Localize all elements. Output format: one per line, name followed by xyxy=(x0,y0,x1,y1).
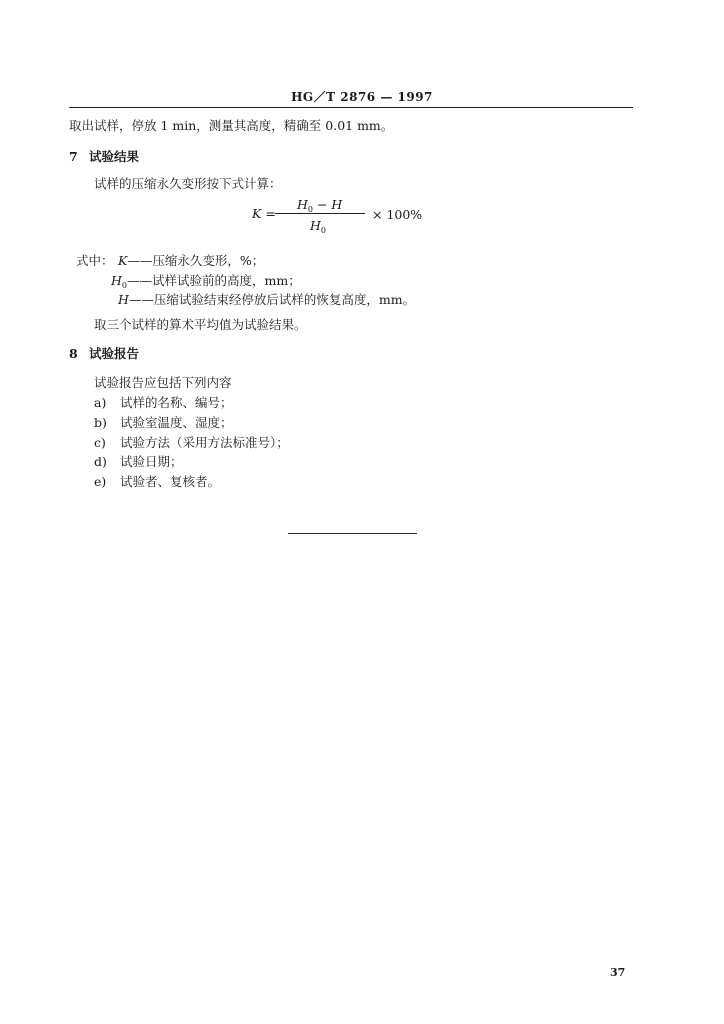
list-item-text: 试验方法（采用方法标准号）； xyxy=(120,435,289,450)
section8-heading xyxy=(69,344,139,362)
section7-intro: 试样的压缩永久变形按下式计算： xyxy=(94,176,282,191)
result-note: 取三个试样的算术平均值为试验结果。 xyxy=(94,317,307,332)
formula xyxy=(252,206,276,221)
section6-tail-text: 取出试样，停放 1 min，测量其高度，精确至 0.01 mm。 xyxy=(69,118,394,133)
formula-denominator: $H_0$ xyxy=(310,218,326,235)
formula-equals: = xyxy=(265,206,276,221)
def-h0: $H_0——$试样试验前的高度，mm； xyxy=(111,273,301,290)
section8-intro: 试验报告应包括下列内容 xyxy=(94,375,232,390)
list-item-text: 试样的名称、编号； xyxy=(120,395,233,410)
list-item-text: 试验者、复核者。 xyxy=(120,474,221,489)
def-k: K——压缩永久变形，%； xyxy=(118,253,265,268)
list-item xyxy=(94,413,233,431)
section7-title: 试验结果 xyxy=(89,149,140,164)
formula-times-100: × 100% xyxy=(372,207,423,222)
list-item xyxy=(94,393,233,411)
section8-title: 试验报告 xyxy=(89,346,140,361)
header-rule xyxy=(69,107,633,108)
formula-lhs: K xyxy=(252,206,262,221)
list-item-label: c) xyxy=(94,435,106,450)
section7-heading xyxy=(69,147,139,165)
end-rule xyxy=(288,533,417,534)
list-item-label: b) xyxy=(94,415,107,430)
standard-code-header: HG／T 2876 — 1997 xyxy=(291,90,433,104)
list-item-label: e) xyxy=(94,474,107,489)
list-item xyxy=(94,472,220,490)
def-h: H——压缩试验结束经停放后试样的恢复高度，mm。 xyxy=(118,292,416,307)
section8-number: 8 xyxy=(69,346,78,361)
section7-number: 7 xyxy=(69,149,78,164)
list-item-label: a) xyxy=(94,395,107,410)
list-item-text: 试验室温度、湿度； xyxy=(120,415,233,430)
fraction-bar xyxy=(275,213,365,214)
list-item-text: 试验日期； xyxy=(120,454,183,469)
list-item xyxy=(94,452,183,470)
where-label: 式中： xyxy=(76,253,114,268)
list-item xyxy=(94,433,289,451)
list-item-label: d) xyxy=(94,454,107,469)
page-number: 37 xyxy=(610,966,626,979)
formula-numerator: $H_0 - H$ xyxy=(297,197,343,214)
